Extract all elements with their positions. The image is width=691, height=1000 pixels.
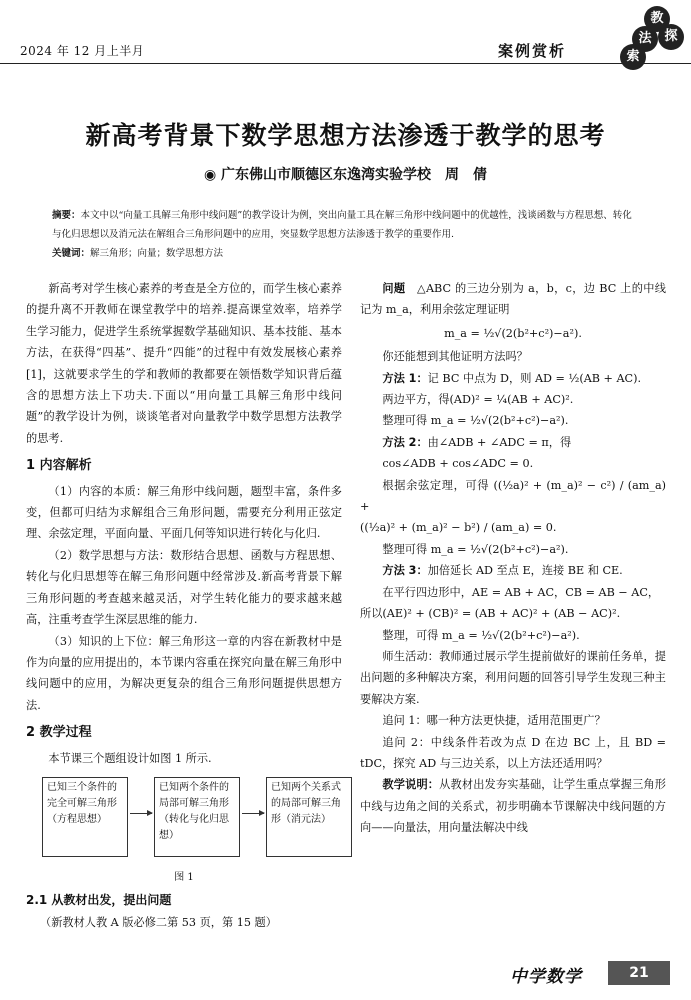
keywords-text: 解三角形；向量；数学思想方法 [90, 248, 224, 259]
method-1-label: 方法 1： [382, 371, 428, 385]
paragraph: 本节课三个题组设计如图 1 所示. [48, 751, 212, 765]
abstract [52, 206, 640, 263]
method-text: 根据余弦定理，可得 ((½a)² + (m_a)² − c²) / (am_a) + [360, 478, 666, 514]
method-2-label: 方法 2： [382, 435, 428, 449]
method-text: 整理，可得 m_a = ½√(2(b²+c²)−a²). [382, 628, 580, 642]
right-column [360, 278, 666, 839]
author-line: ◉ 广东佛山市顺德区东逸湾实验学校 周 倩 [203, 167, 488, 183]
paragraph: 师生活动：教师通过展示学生提前做好的课前任务单，提出问题的多种解决方案，利用问题的回答引导学生发现三种主要解决方案. [360, 649, 666, 706]
teaching-note-text: 从教材出发夯实基础，让学生重点掌握三角形中线与边角之间的关系式，初步明确本节课解决中线问题的方向——向量法，用向量法解决中线 [360, 778, 666, 835]
badge-char: 探 [658, 24, 684, 50]
method-3-label: 方法 3： [382, 564, 428, 578]
method-text: 加倍延长 AD 至点 E，连接 BE 和 CE. [427, 564, 623, 578]
paragraph: （3）知识的上下位：解三角形这一章的内容在新教材中是作为向量的应用提出的，本节课内容重在探究向量在解三角形中线问题中的应用，为解决更复杂的组合三角形问题提供思想方法. [26, 634, 342, 712]
issue-date: 2024 年 12 月上半月 [20, 44, 145, 58]
paragraph: 追问 1：哪一种方法更快捷，适用范围更广？ [382, 714, 606, 728]
source-note: （新教材人教 A 版必修二第 53 页，第 15 题） [40, 915, 277, 929]
journal-logo: 中学数学 [510, 967, 582, 987]
page-footer [0, 958, 691, 1000]
paragraph: （1）内容的本质：解三角形中线问题，题型丰富，条件多变，但都可归结为求解组合三角形问题，需要充分利用正弦定理、余弦定理，平面向量、平面几何等知识进行转化与化归. [26, 484, 342, 541]
figure-caption: 图 1 [174, 871, 194, 883]
method-text: cos∠ADB + cos∠ADC = 0. [382, 457, 534, 471]
method-text: 整理可得 m_a = ½√(2(b²+c²)−a²). [382, 414, 569, 428]
section-heading-1: 1 内容解析 [26, 458, 92, 474]
teaching-note-label: 教学说明： [382, 778, 440, 792]
figure-box-3: 已知两个关系式的局部可解三角形（消元法） [266, 777, 352, 857]
badge-char: 法 [632, 26, 658, 52]
badge-char: 索 [620, 44, 646, 70]
method-text: 在平行四边形中，AE = AB + AC，CB = AB − AC， [382, 585, 660, 599]
problem-label: 问题 [382, 282, 406, 295]
left-column [26, 278, 342, 933]
paragraph: 追问 2：中线条件若改为点 D 在边 BC 上，且 BD = tDC，探究 AD 与三边关系，以上方法还适用吗？ [360, 735, 666, 770]
method-text: 整理可得 m_a = ½√(2(b²+c²)−a²). [382, 542, 569, 556]
figure-box-1: 已知三个条件的完全可解三角形（方程思想） [42, 777, 128, 857]
keywords-label: 关键词： [52, 248, 91, 259]
method-text: 记 BC 中点为 D，则 AD = ½(AB + AC). [427, 371, 642, 385]
subsection-heading: 2.1 从教材出发，提出问题 [26, 893, 172, 908]
method-text: 两边平方，得(AD)² = ¼(AB + AC)². [382, 393, 574, 407]
arrow-right-icon [130, 813, 152, 814]
section-title: 案例赏析 [498, 42, 567, 60]
figure-box-2: 已知两个条件的局部可解三角形（转化与化归思想） [154, 777, 240, 857]
paragraph: （2）数学思想与方法：数形结合思想、函数与方程思想、转化与化归思想等在解三角形问题中经常涉及.新高考背景下解三角形问题的考查越来越灵活，对学生转化能力的要求越来越高，注重考查学生深层思维的能力. [26, 548, 342, 627]
page-number: 21 [608, 961, 670, 985]
intro-paragraph: 新高考对学生核心素养的考查是全方位的，而学生核心素养的提升离不开教师在课堂教学中的培养.提高课堂效率，培养学生学习能力，促进学生系统掌握数学基础知识、基本技能、基本方法，在获得“四基”、提升“四能”的过程中有效发展核心素养[1]，这就要求学生的学和教师的教都要在领悟数学知识背后蕴含的思想方法上下功夫.下面以“用向量工具解三角形中线问题”的教学设计为例，谈谈笔者对向量教学中数学思想方法教学的思考. [26, 282, 342, 445]
article-title: 新高考背景下数学思想方法渗透于教学的思考 [85, 121, 606, 150]
section-heading-2: 2 教学过程 [26, 725, 92, 741]
badge-char: 教 [644, 6, 670, 32]
paragraph: 你还能想到其他证明方法吗？ [382, 350, 528, 364]
problem-text: △ABC 的三边分别为 a，b，c，边 BC 上的中线记为 m_a，利用余弦定理证明 [360, 282, 666, 317]
section-badge-icon [618, 6, 686, 70]
abstract-label: 摘要： [52, 210, 81, 221]
figure-1 [26, 773, 342, 873]
method-text: ((½a)² + (m_a)² − b²) / (am_a) = 0. [360, 521, 557, 535]
arrow-right-icon [242, 813, 264, 814]
equation: m_a = ½√(2(b²+c²)−a²). [444, 326, 582, 340]
method-text: 所以(AE)² + (CB)² = (AB + AC)² + (AB − AC)². [360, 607, 621, 621]
method-text: 由∠ADB + ∠ADC = π，得 [427, 435, 572, 449]
header-rule [0, 63, 691, 64]
abstract-text: 本文中以“向量工具解三角形中线问题”的教学设计为例，突出向量工具在解三角形中线问题中的优越性，浅谈函数与方程思想、转化与化归思想以及消元法在解组合三角形问题中的应用，突显数学思想方法渗透于教学的重要作用. [52, 210, 632, 240]
